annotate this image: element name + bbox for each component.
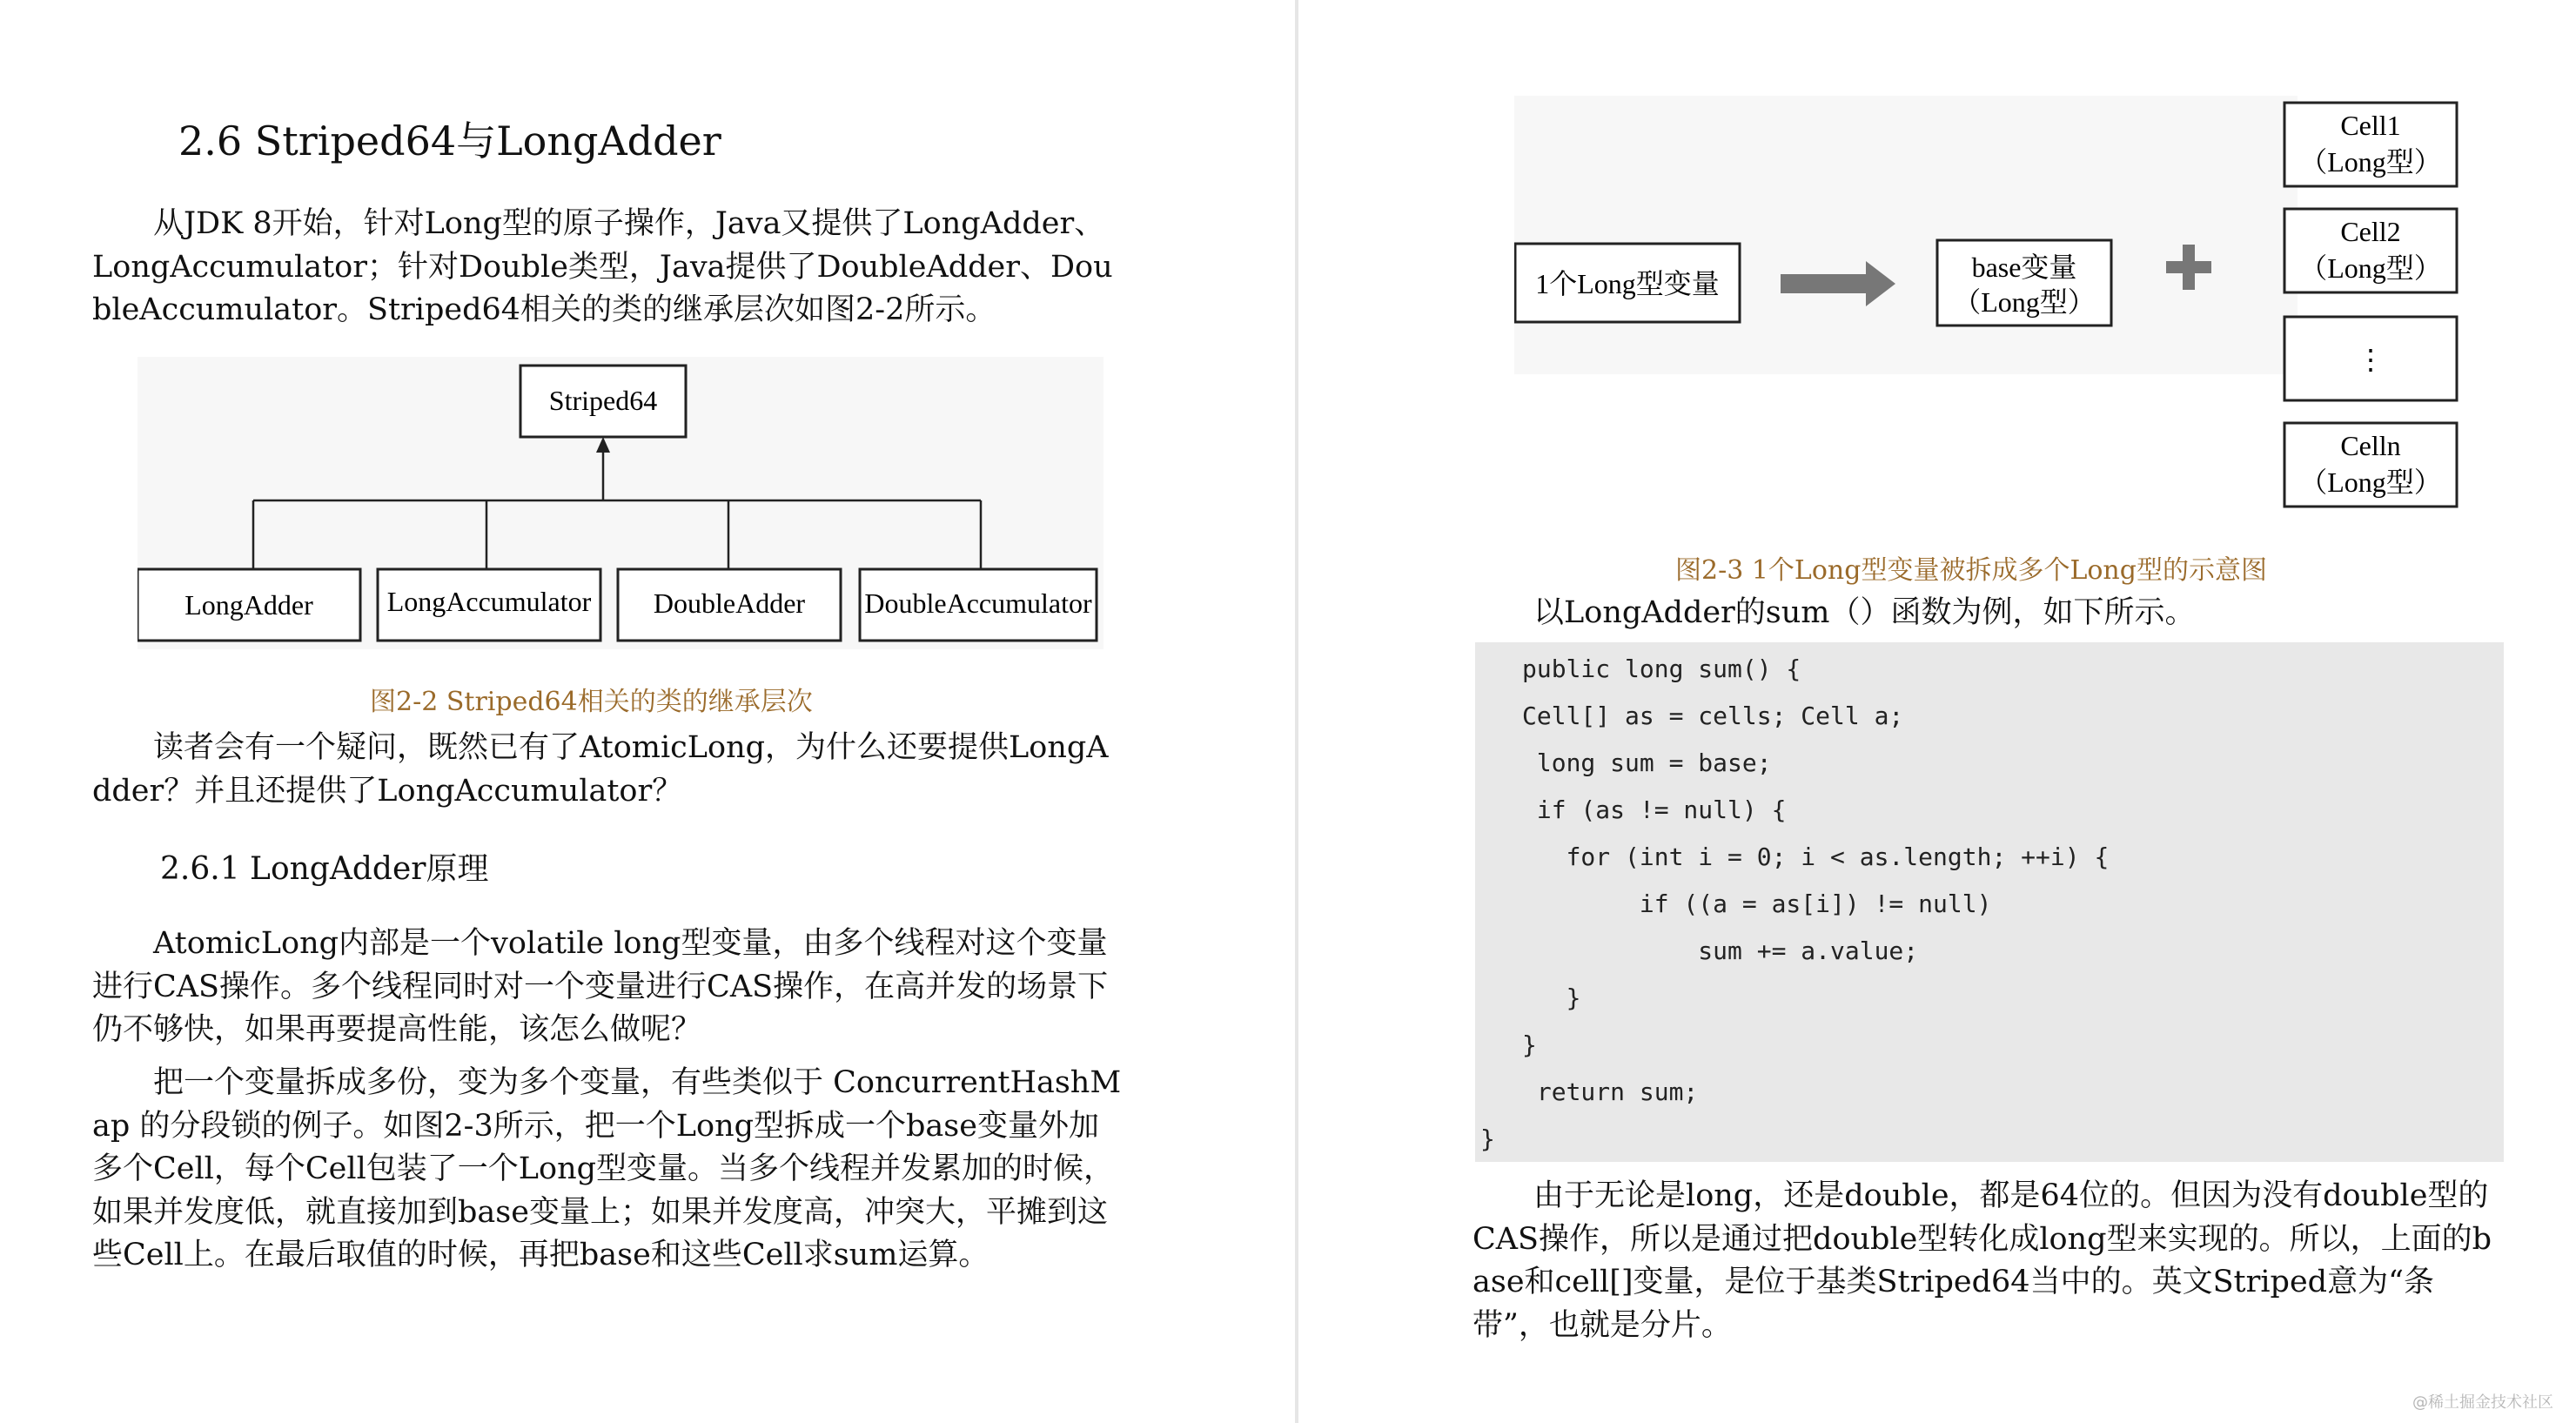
code-line: if ((a = as[i]) != null) (1522, 889, 1992, 918)
node-cell-1-line2: （Long型） (2299, 146, 2442, 178)
node-cell-1-line1: Cell1 (2340, 110, 2401, 141)
code-line: Cell[] as = cells; Cell a; (1522, 701, 1904, 730)
code-line: long sum = base; (1522, 748, 1772, 777)
node-cell-2-line1: Cell2 (2340, 216, 2401, 247)
figure-caption-2-2: 图2-2 Striped64相关的类的继承层次 (370, 687, 813, 717)
code-line: for (int i = 0; i < as.length; ++i) { (1522, 842, 2110, 871)
figure-caption-2-3: 图2-3 1个Long型变量被拆成多个Long型的示意图 (1675, 555, 2267, 586)
code-line: } (1522, 983, 1581, 1012)
node-doubleaccumulator-label: DoubleAccumulator (864, 587, 1092, 619)
code-line: if (as != null) { (1522, 795, 1787, 824)
figure-class-hierarchy (138, 357, 1104, 649)
node-cell-n-line1: Celln (2340, 430, 2401, 461)
code-line: sum += a.value; (1522, 936, 1919, 965)
node-longadder-label: LongAdder (184, 589, 313, 621)
paragraph-sum-example: 以LongAdder的sum（）函数为例，如下所示。 (1533, 595, 2196, 630)
node-long-variable-label: 1个Long型变量 (1535, 268, 1720, 299)
node-longaccumulator-label: LongAccumulator (386, 586, 592, 617)
vertical-ellipsis-icon: ⋮ (2357, 344, 2385, 375)
code-line: return sum; (1522, 1077, 1699, 1106)
node-striped64-label: Striped64 (548, 385, 658, 416)
paragraph-intro: 从JDK 8开始，针对Long型的原子操作，Java又提供了LongAdder、LongAccumulator；针对Double类型，Java提供了DoubleAdder、DoubleAccumulator。Striped64相关的类的继承层次如图2-2所示。 (92, 206, 1113, 327)
paragraph-double-cas: 由于无论是long，还是double，都是64位的。但因为没有double型的CAS操作，所以是通过把double型转化成long型来实现的。所以，上面的base和cell[]变量，是位于基类Striped64当中的。英文Striped意为“条带”，也就是分片。 (1472, 1178, 2492, 1343)
code-line: public long sum() { (1522, 654, 1801, 683)
paragraph-atomiclong: AtomicLong内部是一个volatile long型变量，由多个线程对这个变量进行CAS操作。多个线程同时对一个变量进行CAS操作，在高并发的场景下仍不够快，如果再要提高性能，该怎么做呢？ (92, 926, 1109, 1047)
code-line: } (1480, 1124, 1495, 1153)
node-cell-2-line2: （Long型） (2299, 252, 2442, 284)
section-heading: 2.6 Striped64与LongAdder (178, 117, 721, 164)
node-base-line1: base变量 (1971, 252, 2077, 283)
subsection-heading: 2.6.1 LongAdder原理 (160, 851, 489, 887)
watermark: @稀土掘金技术社区 (2412, 1393, 2553, 1412)
right-arrow-icon (1781, 274, 1869, 293)
node-cell-n-line2: （Long型） (2299, 467, 2442, 498)
paragraph-split-variable: 把一个变量拆成多份，变为多个变量，有些类似于 ConcurrentHashMap 的分段锁的例子。如图2-3所示，把一个Long型拆成一个base变量外加多个Cell，每个Cell包装了一个Long型变量。当多个线程并发累加的时候，如果并发度低，就直接加到base变量上；如果并发度高，冲突大，平摊到这些Cell上。在最后取值的时候，再把base和这些Cell求sum运算。 (92, 1065, 1122, 1272)
figure-cell-split (1514, 96, 2463, 519)
node-doubleadder-label: DoubleAdder (653, 587, 806, 619)
code-line: } (1522, 1030, 1537, 1059)
node-base-line2: （Long型） (1953, 286, 2096, 318)
code-block (1475, 642, 2504, 1162)
paragraph-question: 读者会有一个疑问，既然已有了AtomicLong，为什么还要提供LongAdder？并且还提供了LongAccumulator？ (92, 730, 1109, 809)
